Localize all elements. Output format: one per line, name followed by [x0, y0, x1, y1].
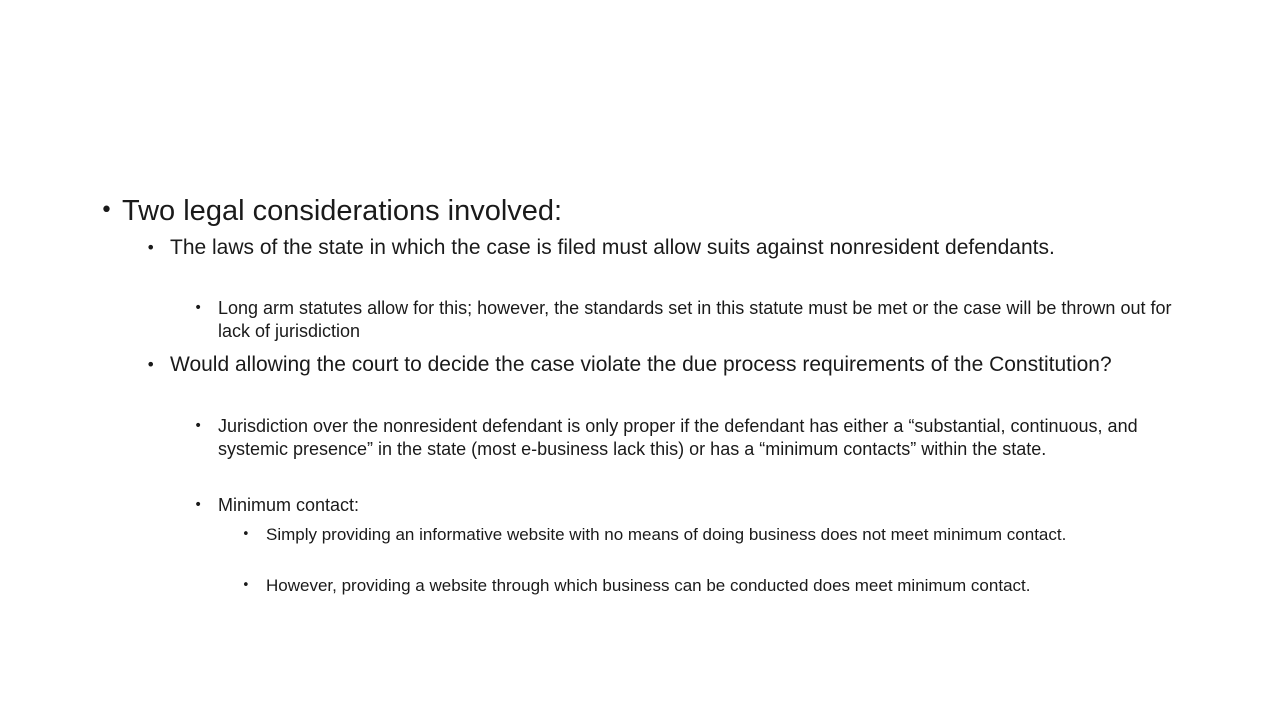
bullet-dot-icon: • [146, 355, 156, 374]
bullet-dot-icon: • [242, 527, 250, 542]
bullet-dot-icon: • [100, 198, 113, 223]
bullet-level-4 [242, 575, 1187, 598]
bullet-text: However, providing a website through which business can be conducted does meet minimum contact. [266, 576, 1031, 595]
bullet-dot-icon: • [242, 578, 250, 593]
bullet-level-2 [146, 352, 1186, 378]
bullet-text: Would allowing the court to decide the case violate the due process requirements of the Constitution? [170, 353, 1112, 376]
bullet-text: Long arm statutes allow for this; however, the standards set in this statute must be met or the case will be thrown out for lack of jurisdiction [218, 298, 1172, 341]
bullet-text: Two legal considerations involved: [122, 195, 563, 227]
bullet-dot-icon: • [146, 238, 156, 257]
bullet-dot-icon: • [194, 418, 203, 434]
bullet-level-3 [194, 494, 1189, 517]
bullet-level-4 [242, 524, 1187, 547]
bullet-text: Simply providing an informative website with no means of doing business does not meet minimum contact. [266, 525, 1067, 544]
bullet-text: Jurisdiction over the nonresident defendant is only proper if the defendant has either a “substantial, continuous, and systemic presence” in the state (most e-business lack this) or has a “minimum contacts” within the state. [218, 416, 1138, 459]
bullet-text: Minimum contact: [218, 495, 360, 515]
bullet-level-2 [146, 235, 1186, 261]
bullet-dot-icon: • [194, 497, 203, 513]
bullet-dot-icon: • [194, 300, 203, 316]
bullet-level-3 [194, 415, 1189, 460]
bullet-level-1 [100, 193, 1180, 229]
bullet-text: The laws of the state in which the case is filed must allow suits against nonresident defendants. [170, 236, 1055, 259]
bullet-level-3 [194, 297, 1189, 342]
